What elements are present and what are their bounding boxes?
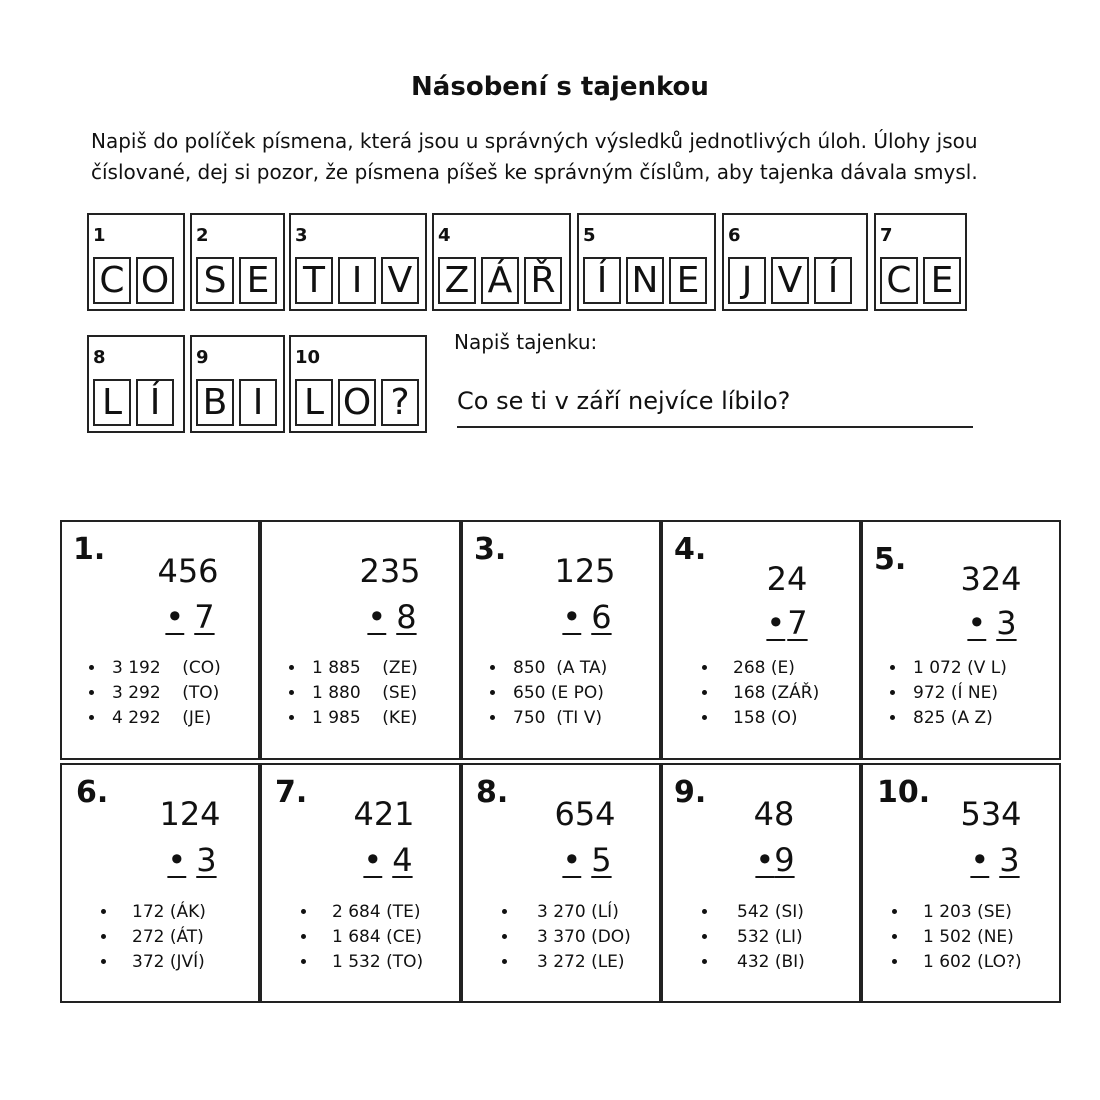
option[interactable]: • 1 684 (CE): [318, 925, 423, 950]
option[interactable]: • 4 292 (JE): [106, 706, 221, 731]
multiplier: [967, 841, 1023, 879]
answer-options: [284, 656, 418, 731]
task-3: [461, 520, 661, 760]
multiply-dot: •: [165, 598, 185, 636]
option[interactable]: • 3 292 (TO): [106, 681, 221, 706]
multiply-dot: •: [967, 604, 987, 642]
multiply-dot: •: [363, 841, 383, 879]
group-number: 5: [583, 225, 596, 246]
letter-box[interactable]: E: [239, 257, 277, 304]
letter-box[interactable]: J: [728, 257, 766, 304]
group-number: 1: [93, 225, 106, 246]
letter-box[interactable]: Á: [481, 257, 519, 304]
task-1: [60, 520, 260, 760]
option[interactable]: • 1 072 (V L): [907, 656, 1007, 681]
multiplicand: 654: [554, 795, 616, 833]
multiply-dot: •: [562, 598, 582, 636]
option[interactable]: • 2 684 (TE): [318, 900, 423, 925]
answer-input[interactable]: Co se ti v září nejvíce líbilo?: [457, 387, 791, 415]
multiplier: [555, 598, 619, 636]
group-number: 10: [295, 347, 321, 368]
multiplicand: 125: [554, 552, 616, 590]
task-number: 7.: [275, 775, 308, 810]
option[interactable]: • 850 (A TA): [507, 656, 607, 681]
answer-options: [284, 900, 423, 975]
multiplicand: 324: [960, 560, 1022, 598]
multiplier: [164, 841, 220, 879]
answer-options: [485, 900, 631, 975]
letter-box[interactable]: Í: [583, 257, 621, 304]
letter-box[interactable]: C: [93, 257, 131, 304]
option[interactable]: • 1 502 (NE): [909, 925, 1022, 950]
letter-box[interactable]: B: [196, 379, 234, 426]
multiplier-value: 8: [396, 598, 417, 636]
multiplier: [360, 841, 416, 879]
option[interactable]: • 650 (E PO): [507, 681, 607, 706]
option[interactable]: • 268 (E): [719, 656, 819, 681]
letter-box[interactable]: L: [295, 379, 333, 426]
option[interactable]: • 432 (BI): [719, 950, 805, 975]
multiplier-value: 7: [194, 598, 215, 636]
puzzle-group-10: [289, 335, 427, 433]
instructions-text: Napiš do políček písmena, která jsou u správných výsledků jednotlivých úloh. Úlohy jsou číslované, dej si pozor, že písmena píšeš ke správným číslům, aby tajenka dávala smysl.: [91, 129, 978, 184]
option[interactable]: • 532 (LI): [719, 925, 805, 950]
multiply-dot: •: [562, 841, 582, 879]
option[interactable]: • 168 (ZÁŘ): [719, 681, 819, 706]
multiplier-value: 9: [774, 841, 795, 879]
option[interactable]: • 3 272 (LE): [519, 950, 631, 975]
option[interactable]: • 1 203 (SE): [909, 900, 1022, 925]
puzzle-group-6: [722, 213, 868, 311]
task-number: 5.: [874, 542, 907, 577]
group-number: 4: [438, 225, 451, 246]
option[interactable]: • 1 985 (KE): [306, 706, 418, 731]
task-9: [661, 763, 861, 1003]
option[interactable]: • 3 370 (DO): [519, 925, 631, 950]
letter-box[interactable]: Ř: [524, 257, 562, 304]
task-number: 8.: [476, 775, 509, 810]
letter-box[interactable]: Z: [438, 257, 476, 304]
group-number: 2: [196, 225, 209, 246]
letter-box[interactable]: L: [93, 379, 131, 426]
multiplier: [759, 604, 815, 642]
group-number: 9: [196, 347, 209, 368]
task-7: [260, 763, 461, 1003]
option[interactable]: • 3 270 (LÍ): [519, 900, 631, 925]
task-4: [661, 520, 861, 760]
multiply-dot: •: [766, 604, 786, 642]
task-number: 1.: [73, 532, 106, 567]
puzzle-group-4: [432, 213, 571, 311]
multiplier-value: 7: [787, 604, 808, 642]
task-2: [260, 520, 461, 760]
option[interactable]: • 972 (Í NE): [907, 681, 1007, 706]
multiply-dot: •: [755, 841, 775, 879]
task-number: 6.: [76, 775, 109, 810]
multiplicand: 421: [353, 795, 415, 833]
multiplier: [961, 604, 1023, 642]
letter-box[interactable]: V: [381, 257, 419, 304]
task-number: 9.: [674, 775, 707, 810]
letter-box[interactable]: E: [923, 257, 961, 304]
multiplicand: 235: [359, 552, 421, 590]
letter-box[interactable]: Í: [814, 257, 852, 304]
multiply-dot: •: [167, 841, 187, 879]
answer-line: [457, 426, 973, 428]
group-number: 8: [93, 347, 106, 368]
multiply-dot: •: [970, 841, 990, 879]
answer-options: [84, 656, 221, 731]
option[interactable]: • 542 (SI): [719, 900, 805, 925]
multiplier: [555, 841, 619, 879]
task-10: [861, 763, 1061, 1003]
letter-box[interactable]: I: [239, 379, 277, 426]
multiplicand: 24: [766, 560, 808, 598]
multiplier-value: 5: [591, 841, 612, 879]
puzzle-group-8: [87, 335, 185, 433]
option[interactable]: • 825 (A Z): [907, 706, 1007, 731]
answer-options: [485, 656, 607, 731]
answer-options: [685, 656, 819, 731]
letter-box[interactable]: V: [771, 257, 809, 304]
puzzle-group-7: [874, 213, 967, 311]
option[interactable]: • 1 880 (SE): [306, 681, 418, 706]
letter-box[interactable]: T: [295, 257, 333, 304]
multiplicand: 48: [753, 795, 795, 833]
multiplier: [158, 598, 222, 636]
option[interactable]: • 1 885 (ZE): [306, 656, 418, 681]
option[interactable]: • 372 (JVÍ): [118, 950, 206, 975]
multiplicand: 534: [960, 795, 1022, 833]
option[interactable]: • 1 532 (TO): [318, 950, 423, 975]
multiplier: [755, 841, 795, 879]
task-number: 3.: [474, 532, 507, 567]
multiplier-value: 3: [999, 841, 1020, 879]
letter-box[interactable]: N: [626, 257, 664, 304]
page-title: Násobení s tajenkou: [411, 72, 709, 102]
multiplicand: 124: [159, 795, 221, 833]
multiplier: [360, 598, 424, 636]
answer-options: [885, 900, 1022, 975]
letter-box[interactable]: I: [338, 257, 376, 304]
multiplicand: 456: [157, 552, 219, 590]
group-number: 6: [728, 225, 741, 246]
letter-box[interactable]: S: [196, 257, 234, 304]
puzzle-group-3: [289, 213, 427, 311]
puzzle-group-5: [577, 213, 716, 311]
letter-box[interactable]: C: [880, 257, 918, 304]
letter-box[interactable]: Í: [136, 379, 174, 426]
option[interactable]: • 750 (TI V): [507, 706, 607, 731]
letter-box[interactable]: O: [136, 257, 174, 304]
answer-options: [885, 656, 1007, 731]
multiplier-value: 4: [392, 841, 413, 879]
task-number: 4.: [674, 532, 707, 567]
task-6: [60, 763, 260, 1003]
multiplier-value: 3: [996, 604, 1017, 642]
puzzle-group-1: [87, 213, 185, 311]
option[interactable]: • 3 192 (CO): [106, 656, 221, 681]
multiply-dot: •: [367, 598, 387, 636]
puzzle-group-2: [190, 213, 285, 311]
group-number: 3: [295, 225, 308, 246]
option[interactable]: • 1 602 (LO?): [909, 950, 1022, 975]
option[interactable]: • 172 (ÁK): [118, 900, 206, 925]
task-8: [461, 763, 661, 1003]
letter-box[interactable]: E: [669, 257, 707, 304]
option[interactable]: • 272 (ÁT): [118, 925, 206, 950]
option[interactable]: • 158 (O): [719, 706, 819, 731]
answer-options: [685, 900, 805, 975]
answer-label: Napiš tajenku:: [454, 330, 598, 354]
group-number: 7: [880, 225, 893, 246]
task-5: [861, 520, 1061, 760]
letter-box[interactable]: ?: [381, 379, 419, 426]
multiplier-value: 3: [196, 841, 217, 879]
puzzle-group-9: [190, 335, 285, 433]
task-number: 10.: [877, 775, 931, 810]
multiplier-value: 6: [591, 598, 612, 636]
letter-box[interactable]: O: [338, 379, 376, 426]
answer-options: [84, 900, 206, 975]
